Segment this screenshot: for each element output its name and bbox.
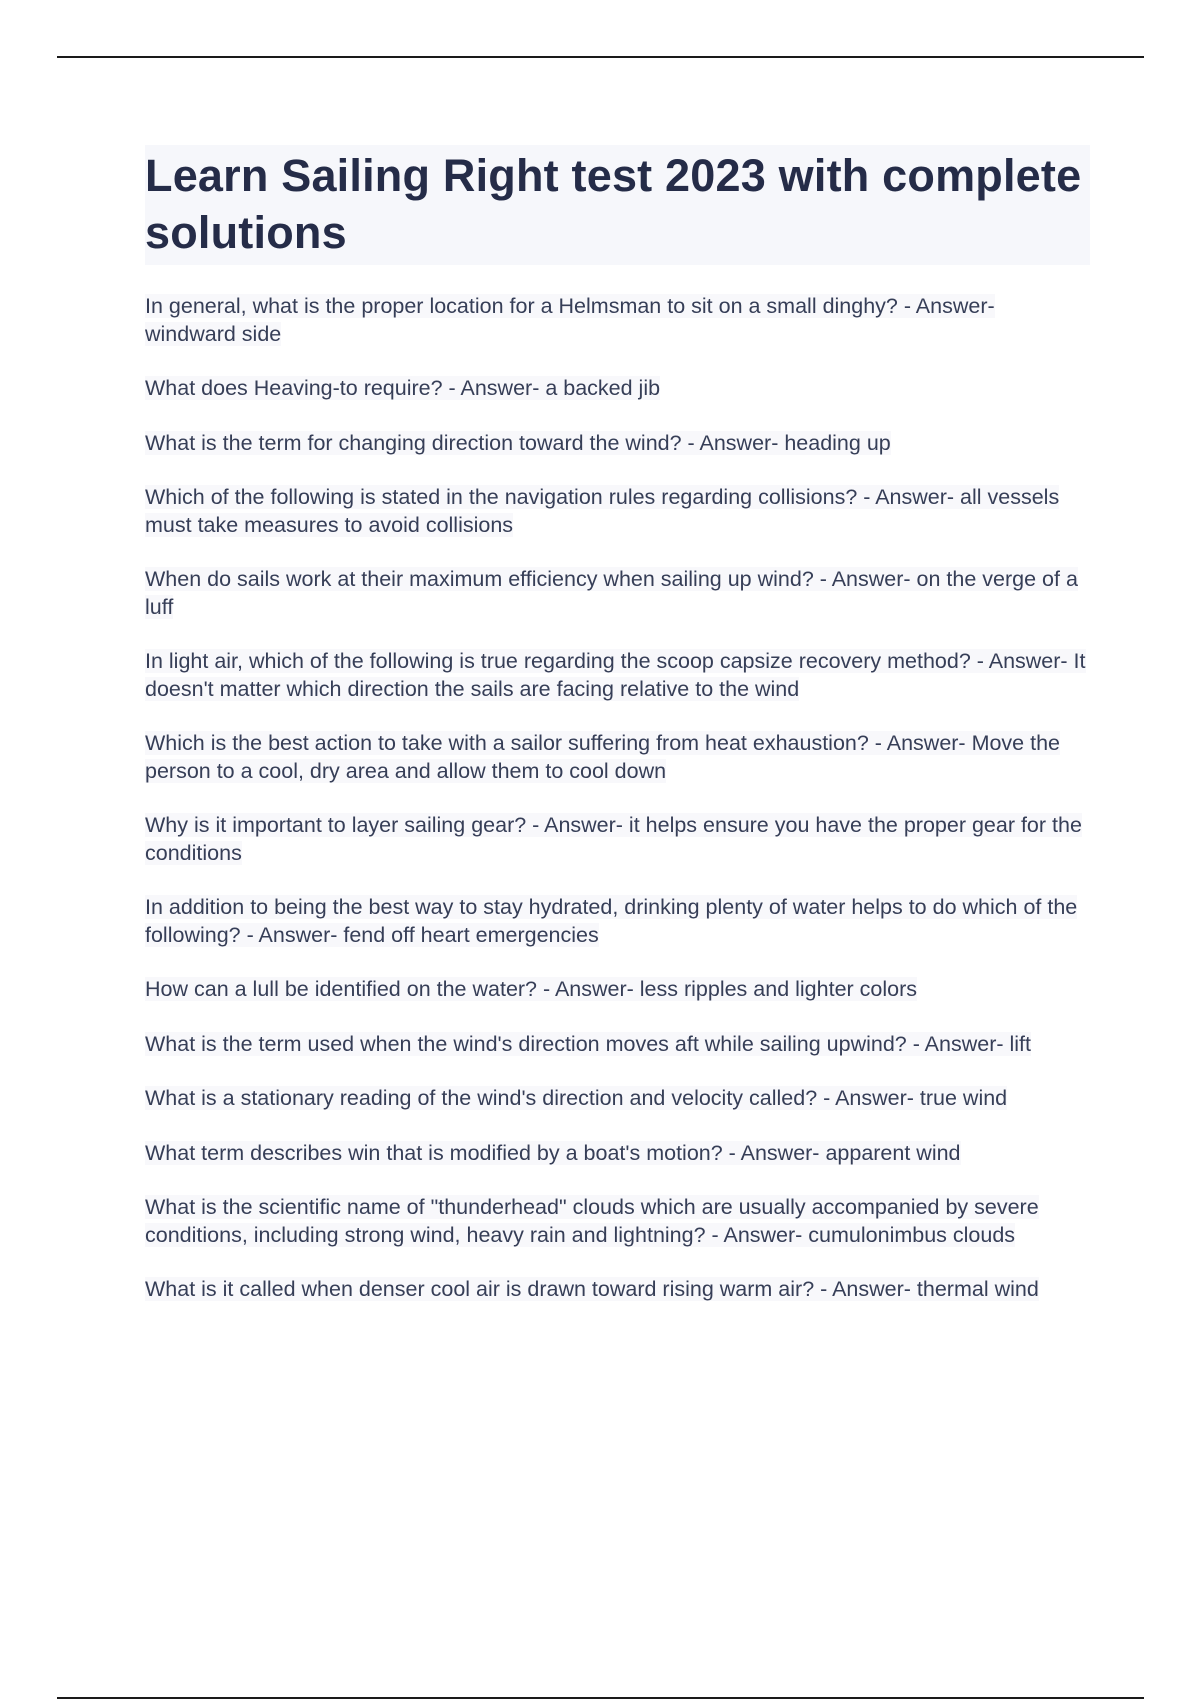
top-divider <box>57 56 1144 58</box>
question-item: What is a stationary reading of the wind's direction and velocity called? - Answer- true wind <box>145 1086 1008 1110</box>
question-item: What term describes win that is modified by a boat's motion? - Answer- apparent wind <box>145 1140 961 1165</box>
question-item: In general, what is the proper location for a Helmsman to sit on a small dinghy? - Answer- windward side <box>145 294 995 346</box>
question-item: In light air, which of the following is true regarding the scoop capsize recovery method? - Answer- It doesn't matter which direction the sails are facing relative to the wind <box>145 649 1086 701</box>
document-body <box>145 145 1090 1331</box>
question-item: What is the term used when the wind's direction moves aft while sailing upwind? - Answer- lift <box>145 1031 1032 1056</box>
question-item: What is the term for changing direction toward the wind? - Answer- heading up <box>145 430 891 455</box>
bottom-divider <box>57 1697 1144 1699</box>
title-block <box>145 145 1090 265</box>
question-item: Which is the best action to take with a sailor suffering from heat exhaustion? - Answer- Move the person to a cool, dry area and allow them to cool down <box>145 731 1060 783</box>
question-item: What does Heaving-to require? - Answer- a backed jib <box>145 376 661 400</box>
question-item: What is the scientific name of "thunderhead" clouds which are usually accompanied by severe conditions, including strong wind, heavy rain and lightning? - Answer- cumulonimbus clouds <box>145 1195 1039 1247</box>
question-item: How can a lull be identified on the water? - Answer- less ripples and lighter colors <box>145 977 918 1001</box>
question-item: When do sails work at their maximum efficiency when sailing up wind? - Answer- on the verge of a luff <box>145 567 1078 619</box>
question-list <box>145 293 1090 1304</box>
question-item: In addition to being the best way to stay hydrated, drinking plenty of water helps to do which of the following? - Answer- fend off heart emergencies <box>145 895 1078 947</box>
question-item: What is it called when denser cool air is drawn toward rising warm air? - Answer- thermal wind <box>145 1277 1039 1301</box>
question-item: Which of the following is stated in the navigation rules regarding collisions? - Answer- all vessels must take measures to avoid collisions <box>145 485 1060 537</box>
question-item: Why is it important to layer sailing gear? - Answer- it helps ensure you have the proper gear for the conditions <box>145 813 1082 865</box>
document-title: Learn Sailing Right test 2023 with complete solutions <box>145 150 1082 258</box>
